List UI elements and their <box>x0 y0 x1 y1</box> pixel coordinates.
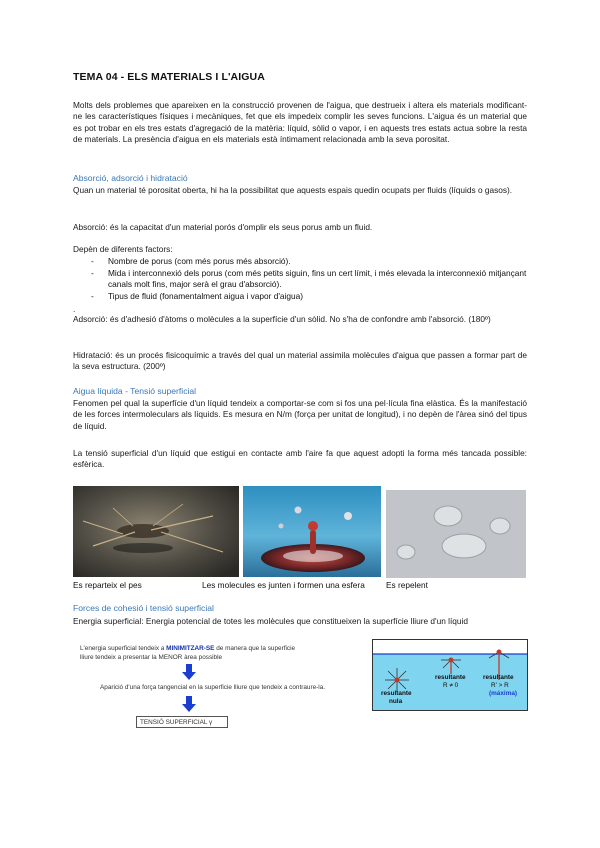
page-title: TEMA 04 - ELS MATERIALS I L'AIGUA <box>73 71 265 83</box>
paragraph-energia: Energia superficial: Energia potencial de totes les molècules que constitueixen la superfície lliure d'un líquid <box>73 616 468 626</box>
caption-photo-2: Les molecules es junten i formen una esfera <box>202 580 365 590</box>
bullet-dash: - <box>91 256 94 266</box>
arrow-down-icon <box>182 664 196 680</box>
factor-item: Mida i interconnexió dels porus (com més petits siguin, fins un cert límit, i més elevada la interconnexió mitjançant canals molt fins, major serà el grau d'absorció). <box>108 268 527 290</box>
section-heading-absorcio: Absorció, adsorció i hidratació <box>73 173 188 183</box>
figure-label-3: resultante R' > R (máxima) <box>483 674 518 697</box>
factor-item: Nombre de porus (com més porus més absorció). <box>108 256 291 266</box>
photo-water-drop <box>243 486 381 577</box>
intro-paragraph: Molts dels problemes que apareixen en la construcció provenen de l'aigua, que destrueix i altera els materials modificant-ne les característiques físiques i mecàniques, fet que els impedeix complir les seves funcions. L'aigua és un material que es pot trobar en els tres estats d'agregació de la matèria: líquid, sòlid o vapor, i en aquests tres estats actua sobre la resta de materials. La presència d'aigua en els materials està íntimament relacionada amb la seva porositat. <box>73 100 527 145</box>
paragraph-adsorcio: Adsorció: és d'adhesió d'àtoms o molècules a la superfície d'un sòlid. No s'ha de confondre amb l'absorció. (180º) <box>73 314 491 324</box>
paragraph-hidratacio: Hidratació: és un procés fisicoquímic a través del qual un material assimila molècules d'aigua que passen a formar part de la seva estructura. (200º) <box>73 350 527 372</box>
diagram-line-3: Aparició d'una força tangencial en la superficie lliure que tendeix a contraure-la. <box>100 684 326 691</box>
factors-intro: Depèn de diferents factors: <box>73 244 173 254</box>
arrow-down-icon <box>182 696 196 712</box>
paragraph-porositat: Quan un material té porositat oberta, hi ha la possibilitat que aquests espais quedin ocupats per fluids (líquids o gasos). <box>73 185 513 195</box>
caption-photo-1: Es reparteix el pes <box>73 580 142 590</box>
figure-label-1: resultante nula <box>381 690 412 705</box>
bullet-dash: - <box>91 268 94 278</box>
factor-item: Tipus de fluid (fonamentalment aigua i vapor d'aigua) <box>108 291 303 301</box>
paragraph-esferica: La tensió superficial d'un líquid que estigui en contacte amb l'aire fa que aquest adopti la forma més tancada possible: esfèrica. <box>73 448 527 470</box>
diagram-line-1: L'energia superficial tendeix a MINIMITZAR-SE de manera que la superficie <box>80 645 296 652</box>
photo-water-strider <box>73 486 239 577</box>
molecular-forces-figure <box>372 639 528 711</box>
section-heading-tensio: Aigua líquida - Tensió superficial <box>73 386 197 396</box>
tensio-superficial-label: TENSIÓ SUPERFICIAL γ <box>140 719 213 726</box>
diagram-line-2: lliure tendeix a presentar la MENOR àrea possible <box>80 654 223 661</box>
caption-photo-3: Es repelent <box>386 580 428 590</box>
bullet-dash: - <box>91 291 94 301</box>
paragraph-tensio: Fenomen pel qual la superfície d'un líquid tendeix a comportar-se com si fos una pel·lícula fina elàstica. És la manifestació de les forces intermoleculars als líquids. Es mesura en N/m (força per unitat de longitud), i no depèn de l'àrea sinó del tipus de líquid. <box>73 398 527 431</box>
figure-label-2: resultante R ≠ 0 <box>435 674 466 689</box>
photo-droplets-surface <box>386 490 526 578</box>
section-heading-cohesio: Forces de cohesió i tensió superficial <box>73 603 214 613</box>
paragraph-absorcio: Absorció: és la capacitat d'un material porós d'omplir els seus porus amb un fluid. <box>73 222 373 232</box>
dot-line: . <box>73 304 76 314</box>
tensio-superficial-box <box>136 716 228 728</box>
